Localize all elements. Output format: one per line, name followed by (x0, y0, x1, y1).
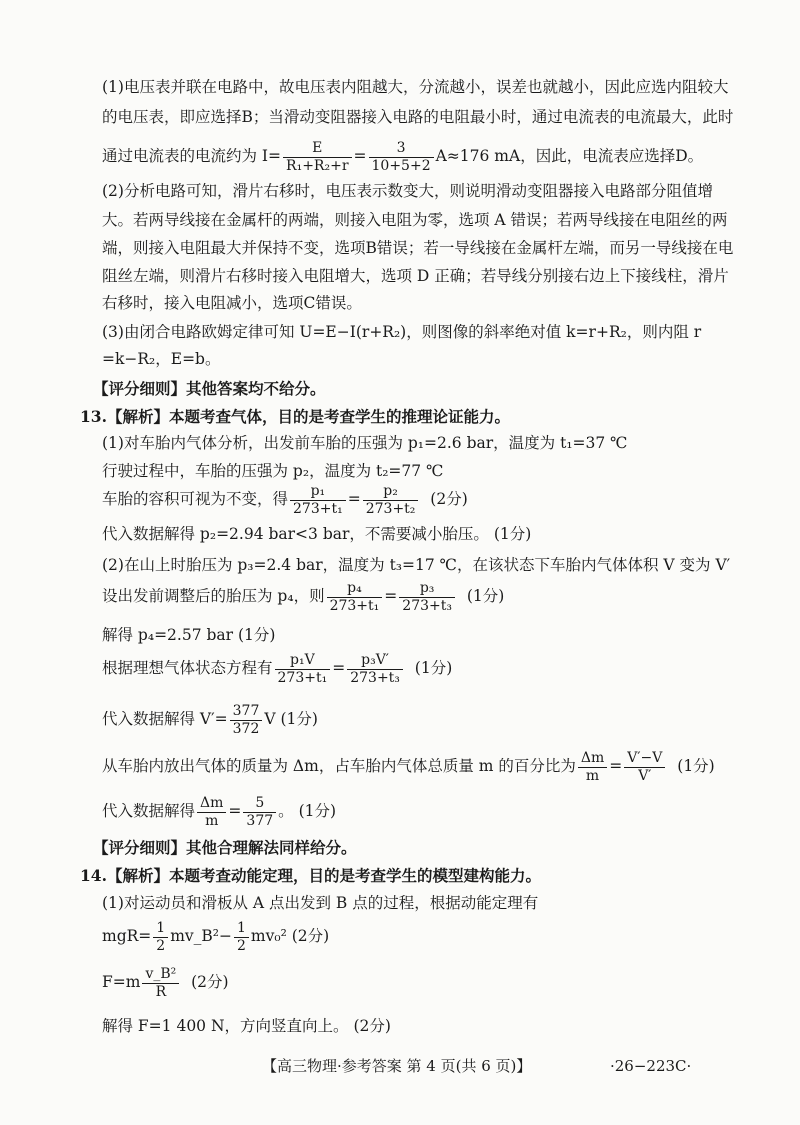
q13-line1: (1)对车胎内气体分析，出发前车胎的压强为 p₁=2.6 bar，温度为 t₁=37 ℃ (102, 434, 628, 452)
q12-grading: 【评分细则】其他答案均不给分。 (93, 379, 326, 398)
numerator: 1 (234, 920, 249, 938)
numerator: Δm (578, 750, 607, 768)
numerator: p₃ (399, 580, 455, 598)
fraction (347, 652, 403, 687)
fraction (142, 966, 179, 1001)
q13-heading: 13.【解析】本题考查气体，目的是考查学生的推理论证能力。 (80, 407, 510, 426)
denominator: 273+t₁ (329, 597, 380, 614)
q13-line5: (2)在山上时胎压为 p₃=2.4 bar，温度为 t₃=17 ℃，在该状态下车胎内气体体积 V 变为 V′ (102, 556, 731, 574)
q14-line1: (1)对运动员和滑板从 A 点出发到 B 点的过程，根据动能定理有 (102, 894, 539, 912)
fraction (369, 140, 434, 175)
text: mv₀² (2分) (250, 927, 330, 945)
text: 代入数据解得 (102, 802, 196, 820)
fraction (283, 140, 351, 175)
q14-heading: 14.【解析】本题考查动能定理，目的是考查学生的模型建构能力。 (80, 866, 541, 885)
q13-line2: 行驶过程中，车胎的压强为 p₂，温度为 t₂=77 ℃ (102, 462, 444, 480)
text: mgR= (102, 927, 152, 945)
q12-p2-line2: 大。若两导线接在金属杆的两端，则接入电阻为零，选项 A 错误；若两导线接在电阻丝的两 (102, 211, 728, 229)
q13-line3: 车胎的容积可视为不变，得 $\frac{\text{p₁}}{\text{273+t₁}}$ = $\frac{\text{p₂}}{\text{273+t₂}}$ (2分) (102, 482, 468, 517)
text: mv_B²− (170, 927, 232, 945)
denominator: 2 (237, 937, 246, 954)
fraction (578, 750, 607, 785)
q13-grading: 【评分细则】其他合理解法同样给分。 (93, 838, 357, 857)
denominator: R₁+R₂+r (286, 157, 349, 174)
numerator: v_B² (142, 966, 179, 984)
fraction (399, 580, 455, 615)
score: (1分) (677, 757, 715, 775)
fraction (624, 750, 665, 785)
fraction (275, 652, 331, 687)
q12-p1-line3: 通过电流表的电流约为 I= $\frac{E}{\text{R₁+R₂+r}}$ = $\frac{3}{10+5+2}$ A≈176 mA，因此，电流表应选择D。 (102, 139, 704, 174)
numerator: E (283, 140, 351, 158)
numerator: 1 (153, 920, 168, 938)
text: 通过电流表的电流约为 I= (102, 147, 282, 165)
fraction (243, 795, 276, 830)
numerator: V′−V (624, 750, 665, 768)
numerator: 5 (243, 795, 276, 813)
text: 从车胎内放出气体的质量为 Δm，占车胎内气体总质量 m 的百分比为 (102, 757, 576, 775)
fraction (153, 920, 168, 955)
denominator: 273+t₂ (365, 500, 416, 517)
q12-p1-line2: 的电压表，即应选择B；当滑动变阻器接入电路的电阻最小时，通过电流表的电流最大，此时 (102, 108, 734, 126)
text: 代入数据解得 V′= (102, 710, 228, 728)
score: 。 (1分) (278, 802, 337, 820)
text: A≈176 mA，因此，电流表应选择D。 (435, 147, 704, 165)
numerator: p₁V (275, 652, 331, 670)
q13-line9 (102, 700, 730, 738)
q12-p2-line5: 右移时，接入电阻减小，选项C错误。 (102, 294, 362, 312)
text: 设出发前调整后的胎压为 p₄，则 (102, 587, 325, 605)
numerator: p₂ (363, 483, 419, 501)
numerator: p₃V′ (347, 652, 403, 670)
q12-p3-line2: =k−R₂，E=b。 (102, 350, 221, 368)
numerator: p₄ (327, 580, 383, 598)
denominator: 2 (156, 937, 166, 954)
fraction (327, 580, 383, 615)
denominator: m (585, 767, 600, 784)
q12-p2-line1: (2)分析电路可知，滑片右移时，电压表示数变大，则说明滑动变阻器接入电路部分阻值增 (102, 182, 713, 200)
fraction (290, 483, 346, 518)
denominator: R (155, 983, 167, 1000)
text: 根据理想气体状态方程有 (102, 659, 273, 677)
q13-line6: 设出发前调整后的胎压为 p₄，则 $\frac{\text{p₄}}{\text{273+t₁}}$ = $\frac{\text{p₃}}{\text{273+t₃}}$ (1分) (102, 579, 505, 614)
q13-line10: 从车胎内放出气体的质量为 Δm，占车胎内气体总质量 m 的百分比为 $\frac{\Delta m}{m}$ = $\frac{V'-V}{V'}$ (1分) (102, 749, 715, 784)
q13-line4: 代入数据解得 p₂=2.94 bar<3 bar，不需要减小胎压。 (1分) (102, 525, 532, 543)
denominator: 273+t₃ (402, 597, 452, 614)
footer-page-info: 【高三物理·参考答案 第 4 页(共 6 页)】 (262, 1057, 532, 1075)
q12-p2-line4: 阻丝左端，则滑片右移时接入电阻增大，选项 D 正确；若导线分别接右边上下接线柱，滑片 (102, 267, 729, 285)
denominator: V′ (638, 767, 652, 784)
denominator: 377 (246, 812, 274, 829)
q14-line4: 解得 F=1 400 N，方向竖直向上。 (2分) (102, 1017, 391, 1035)
q13-line11: 代入数据解得 $\frac{\Delta m}{m}$ = $\frac{5}{377}$ 。 (1分) (102, 794, 337, 829)
fraction (363, 483, 419, 518)
denominator: 273+t₁ (277, 669, 328, 686)
q14-line2 (102, 917, 730, 955)
numerator: 3 (369, 140, 434, 158)
q12-p2-line3: 端，则接入电阻最大并保持不变，选项B错误；若一导线接在金属杆左端，而另一导线接在电 (102, 239, 734, 257)
denominator: 10+5+2 (371, 157, 431, 174)
footer-code: ·26−223C· (610, 1057, 692, 1075)
score: (2分) (191, 973, 229, 991)
q14-line3 (102, 962, 730, 1002)
denominator: m (205, 812, 219, 829)
numerator: Δm (197, 795, 226, 813)
text: F=m (102, 973, 141, 991)
score: (1分) (466, 587, 505, 605)
score: (2分) (430, 490, 468, 508)
denominator: 273+t₃ (350, 669, 400, 686)
q13-line8: 根据理想气体状态方程有 $\frac{\text{p₁V}}{\text{273+t₁}}$ = $\frac{\text{p₃V′}}{\text{273+t₃}}$ (1分) (102, 651, 453, 686)
text: 车胎的容积可视为不变，得 (102, 490, 289, 508)
q13-line7: 解得 p₄=2.57 bar (1分) (102, 626, 276, 644)
q12-p3-line1: (3)由闭合电路欧姆定律可知 U=E−I(r+R₂)，则图像的斜率绝对值 k=r+R₂，则内阻 r (102, 323, 702, 341)
numerator: 377 (230, 703, 263, 721)
text: V (1分) (264, 710, 318, 728)
score: (1分) (414, 659, 453, 677)
denominator: 273+t₁ (293, 500, 343, 517)
fraction (234, 920, 249, 955)
fraction (197, 795, 226, 830)
fraction (230, 703, 263, 738)
numerator: p₁ (290, 483, 346, 501)
q12-p1-line1: (1)电压表并联在电路中，故电压表内阻越大，分流越小，误差也就越小，因此应选内阻较大 (102, 78, 729, 96)
denominator: 372 (232, 720, 260, 737)
